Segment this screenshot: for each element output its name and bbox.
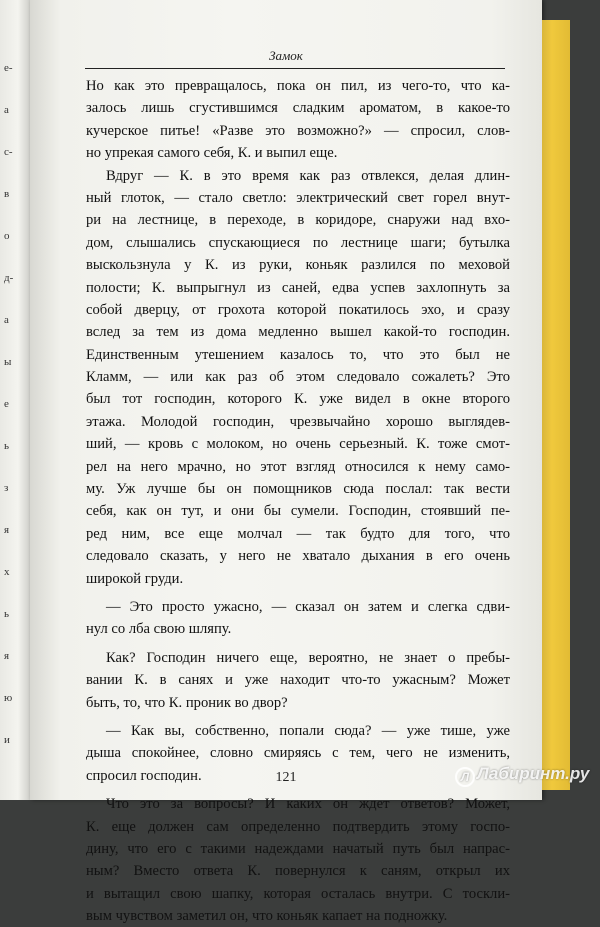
- text-line: Как? Господин ничего еще, вероятно, не знает о пребы-: [106, 649, 510, 666]
- text-line: спросил господин.: [86, 767, 202, 784]
- paragraph: [86, 793, 510, 927]
- gilded-page-edge: [542, 20, 570, 790]
- left-page-fragment: с-: [4, 146, 13, 158]
- left-page-fragment: е: [4, 398, 9, 410]
- text-line: рел на него мрачно, но этот взгляд относился к нему само-: [86, 458, 510, 475]
- text-line: выскользнула у К. из руки, коньяк разлился по меховой: [86, 257, 510, 274]
- text-line: Вдруг — К. в это время как раз отвлекся, делая длин-: [106, 167, 510, 184]
- text-line: вании К. в санях и уже находит что-то ужасным? Может: [86, 672, 510, 689]
- text-line: — Как вы, собственно, попали сюда? — уже тише, уже: [106, 722, 510, 739]
- paragraph: [86, 165, 510, 590]
- text-line: но упрекая самого себя, К. и выпил еще.: [86, 145, 338, 162]
- text-line: следовало сказать, у него не хватало дыхания в его очень: [86, 548, 510, 565]
- running-head: Замок: [269, 48, 303, 63]
- text-line: широкой груди.: [86, 570, 184, 587]
- text-line: был тот господин, которого К. уже видел в окне второго: [86, 391, 510, 408]
- left-page-fragment: а: [4, 104, 9, 116]
- labirint-logo-icon: Л: [455, 767, 475, 787]
- page-number: 121: [275, 770, 297, 785]
- paragraph: [86, 647, 510, 714]
- left-page-fragment: я: [4, 524, 10, 536]
- left-page-fragment: а: [4, 314, 9, 326]
- paragraph: [86, 75, 510, 165]
- left-page-fragment: х: [4, 566, 10, 578]
- text-line: дом, слышались спускающиеся по лестнице шаги; бутылка: [86, 234, 510, 251]
- text-line: нул со лба свою шляпу.: [86, 621, 232, 638]
- text-line: ный глоток, — стало светло: электрический свет горел внут-: [86, 189, 510, 206]
- text-line: этажа. Молодой господин, чрезвычайно хорошо выглядев-: [86, 413, 510, 430]
- left-page-fragment: е-: [4, 62, 13, 74]
- watermark: [455, 764, 589, 787]
- text-line: Что это за вопросы? И каких он ждет ответов? Может,: [106, 796, 510, 813]
- left-page-fragment: ю: [4, 692, 13, 704]
- text-line: Единственным утешением казалось то, что это был не: [86, 346, 510, 363]
- watermark-text: Лабиринт.ру: [477, 764, 590, 783]
- text-line: дину, что его с такими надеждами начатый путь был напрас-: [86, 840, 510, 857]
- text-line: Но как это превращалось, пока он пил, из чего-то, что ка-: [86, 78, 510, 94]
- text-line: ред ним, все еще молчал — так будто для того, что: [86, 525, 510, 542]
- book-page: [30, 0, 542, 925]
- left-page-fragment: ы: [4, 356, 12, 368]
- text-line: быть, то, что К. проник во двор?: [86, 694, 288, 711]
- text-line: собой дверцу, от грохота которой покатилось эхо, и сразу: [86, 301, 510, 318]
- header-rule: [85, 68, 505, 69]
- text-line: вслед за тем из дома медленно вышел какой-то господин.: [86, 324, 510, 341]
- text-line: му. Уж лучше бы он помощников сюда послал: так вести: [86, 481, 510, 498]
- text-line: вым чувством заметил он, что коньяк капает на подножку.: [86, 908, 448, 925]
- text-line: и вытащил свою шапку, которая осталась внутри. С тоскли-: [86, 885, 510, 902]
- left-page-fragment: з: [4, 482, 9, 494]
- text-line: себя, как он тут, и они бы сумели. Господин, стоявший пе-: [86, 503, 510, 520]
- text-line: кучерское питье! «Разве это возможно?» — спросил, слов-: [86, 122, 510, 139]
- text-line: дыша спокойнее, словно смиряясь с тем, чего не изменить,: [86, 745, 510, 762]
- text-line: ри на лестнице, в переходе, в коридоре, снаружи над вхо-: [86, 212, 510, 229]
- text-line: ший, — кровь с молоком, но очень серьезный. К. тоже смот-: [86, 436, 510, 453]
- text-line: Кламм, — или как раз об этом следовало сожалеть? Это: [86, 369, 510, 386]
- left-page-fragment: о: [4, 230, 10, 242]
- left-page-fragment: я: [4, 650, 10, 662]
- text-line: полости; К. выпрыгнул из саней, едва успев захлопнуть за: [86, 279, 510, 296]
- body-text: [86, 75, 510, 927]
- text-line: ным? Вместо ответа К. повернулся к саням, открыл их: [86, 863, 510, 880]
- left-page-fragment: ь: [4, 608, 10, 620]
- left-page-fragment: д-: [4, 272, 14, 284]
- text-line: — Это просто ужасно, — сказал он затем и слегка сдви-: [106, 598, 510, 615]
- paragraph: [86, 596, 510, 641]
- text-line: залось лишь сгустившимся сладким ароматом, в какое-то: [86, 100, 510, 117]
- left-page-fragment: ь: [4, 440, 10, 452]
- left-page-fragment: в: [4, 188, 10, 200]
- left-page-edge: [0, 0, 30, 800]
- left-page-fragment: и: [4, 734, 10, 746]
- text-line: К. еще должен сам определенно подтвердить этому госпо-: [86, 818, 510, 835]
